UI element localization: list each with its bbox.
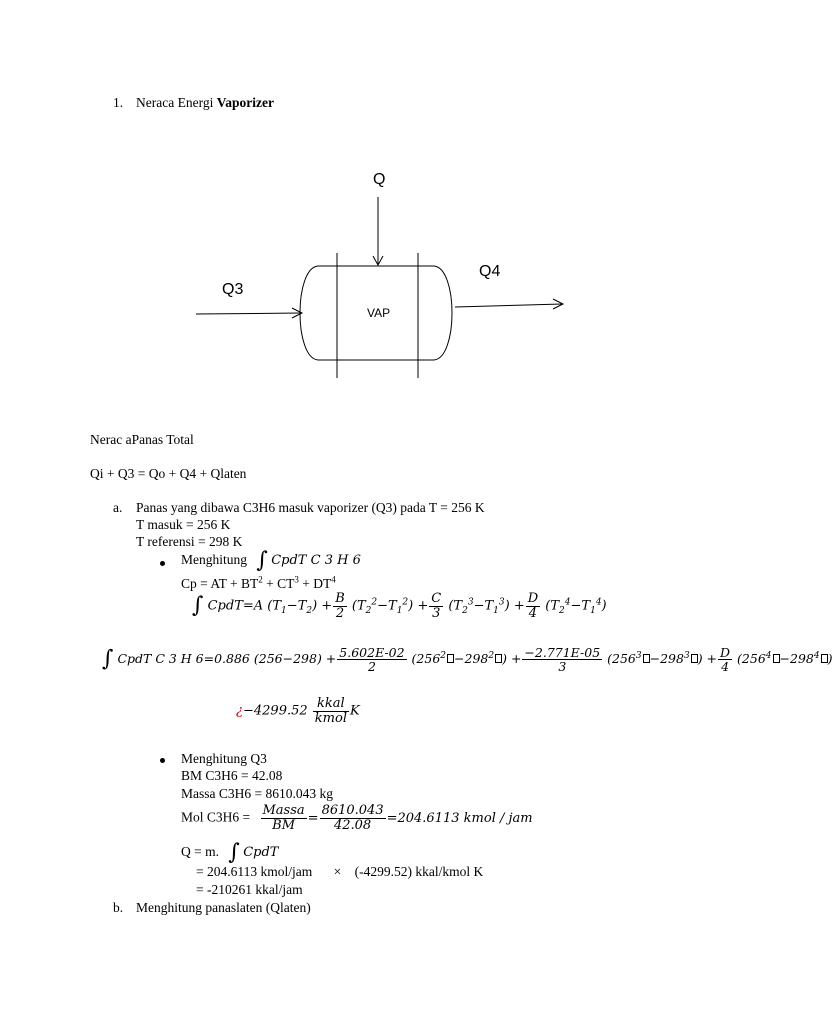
- q-label: Q = m.: [181, 844, 219, 860]
- q-times: ×: [333, 864, 342, 879]
- big-p2b: −298: [454, 651, 489, 667]
- heading-bold: Vaporizer: [216, 95, 274, 110]
- item-a-marker: a.: [113, 500, 123, 515]
- big-p4a: 256: [741, 651, 766, 667]
- big-lhs: CpdT C 3 H 6: [117, 651, 204, 667]
- integral-result: [236, 697, 360, 725]
- big-frac-d: $\frac{D}{4}$: [720, 645, 731, 675]
- bullet-2-dot: [160, 758, 165, 763]
- bullet-2-label: Menghitung Q3: [181, 751, 267, 766]
- diagram-label-q3: Q3: [222, 281, 244, 298]
- q-line2a: = 204.6113 kmol/jam: [196, 864, 313, 879]
- mol-line: Mol C3H6 = $\frac{\text{Massa}}{BM}$ = $\frac{8610.043}{42.08}$ =204.6113 kmol / jam: [181, 803, 533, 833]
- result-value: −4299.52: [242, 703, 308, 719]
- q-line2b: (-4299.52) kkal/kmol K: [354, 864, 484, 879]
- mol-label: Mol C3H6 =: [181, 809, 251, 825]
- bullet-1-integral-expr: CpdT C 3 H 6: [271, 553, 361, 569]
- cp-equation: [181, 576, 336, 592]
- cp-eq-part1: Cp = AT + BT: [181, 576, 259, 591]
- integral-sign-icon: ∫: [102, 646, 114, 672]
- bullet-1-label: Menghitung: [181, 552, 247, 568]
- q3-arrow-line: [196, 313, 301, 314]
- gen-eqA: =A: [242, 598, 264, 614]
- gen-frac-d: $\frac{D}{4}$: [527, 591, 539, 621]
- mol-frac1: $\frac{\text{Massa}}{BM}$: [262, 803, 305, 833]
- gen-frac-c: $\frac{C}{3}$: [431, 591, 442, 621]
- big-a-val: =0.886: [203, 651, 250, 667]
- item-a-line3: T referensi = 298 K: [136, 534, 243, 549]
- item-a-line1: Panas yang dibawa C3H6 masuk vaporizer (Q3) pada T = 256 K: [136, 500, 485, 515]
- heading-number: 1.: [113, 95, 124, 110]
- result-unit-frac: $\frac{\text{kkal}}{\text{kmol}}$: [314, 696, 347, 726]
- integral-sign-icon: ∫: [256, 548, 268, 573]
- balance-equation: Qi + Q3 = Qo + Q4 + Qlaten: [90, 466, 247, 481]
- result-glyph: ¿: [236, 703, 243, 719]
- big-paren1: (256−298): [253, 651, 322, 667]
- big-p2a: 256: [416, 651, 441, 667]
- q4-arrow-line: [455, 304, 562, 307]
- cp-eq-part3: + DT: [298, 576, 332, 591]
- diagram-label-q: Q: [373, 171, 386, 188]
- bullet-1-line: [181, 550, 361, 572]
- big-frac-c: $\frac{-2.771E-05}{3}$: [524, 645, 601, 675]
- integral-sign-icon: ∫: [228, 840, 240, 865]
- vaporizer-diagram: [0, 0, 768, 400]
- diagram-label-vap: VAP: [367, 306, 391, 320]
- big-p4b: −298: [779, 651, 814, 667]
- massa-line: Massa C3H6 = 8610.043 kg: [181, 786, 333, 801]
- bullet-1-dot: [160, 561, 165, 566]
- item-b-marker: b.: [113, 900, 124, 915]
- mol-frac2: $\frac{8610.043}{42.08}$: [321, 803, 384, 833]
- q-int-expr: CpdT: [243, 845, 279, 861]
- q-line-2: [196, 864, 483, 880]
- gen-frac-b: $\frac{B}{2}$: [335, 591, 345, 621]
- integral-sign-icon: ∫: [192, 593, 204, 619]
- section-title: Nerac aPanas Total: [90, 432, 194, 447]
- mol-unit: kmol / jam: [463, 810, 533, 826]
- cp-exp2: 2: [258, 574, 263, 585]
- q-line-3: = -210261 kkal/jam: [196, 882, 303, 897]
- heading-text: Neraca Energi: [136, 95, 217, 110]
- bm-line: BM C3H6 = 42.08: [181, 768, 283, 783]
- result-unit: K: [349, 703, 360, 719]
- cp-eq-part2: + CT: [262, 576, 295, 591]
- gen-t2: T: [297, 598, 307, 614]
- big-p3a: 256: [612, 651, 636, 667]
- gen-t1: T: [272, 598, 282, 614]
- cp-exp4: 4: [331, 574, 336, 585]
- cp-exp3: 3: [294, 574, 299, 585]
- big-frac-b: $\frac{5.602E-02}{2}$: [339, 645, 405, 675]
- item-b-text: Menghitung panaslaten (Qlaten): [136, 900, 311, 915]
- diagram-label-q4: Q4: [479, 263, 501, 280]
- mol-result: =204.6113: [386, 810, 460, 826]
- item-a-line2: T masuk = 256 K: [136, 517, 231, 532]
- q-line: [181, 842, 278, 864]
- big-integral-equation: ∫ CpdT C 3 H 6=0.886 (256−298) + $\frac{5.602E-02}{2}$ ($256^2 -298^2$ ) + $\frac{-2.771E-05}{3}$ ($256^3 -298^3$ ) + $\frac{D}{4}$ ($256^4 -298^4$ ): [102, 645, 832, 675]
- big-p3b: −298: [649, 651, 684, 667]
- general-integral-equation: ∫ CpdT=A $(T_1-T_2)$ + $\frac{B}{2}$ $(T_2^2-T_1^2)$ + $\frac{C}{3}$ $(T_2^3-T_1^3)$ + $\frac{D}{4}$ $(T_2^4-T_1^4)$: [192, 591, 607, 621]
- gen-lhs: CpdT: [207, 598, 243, 614]
